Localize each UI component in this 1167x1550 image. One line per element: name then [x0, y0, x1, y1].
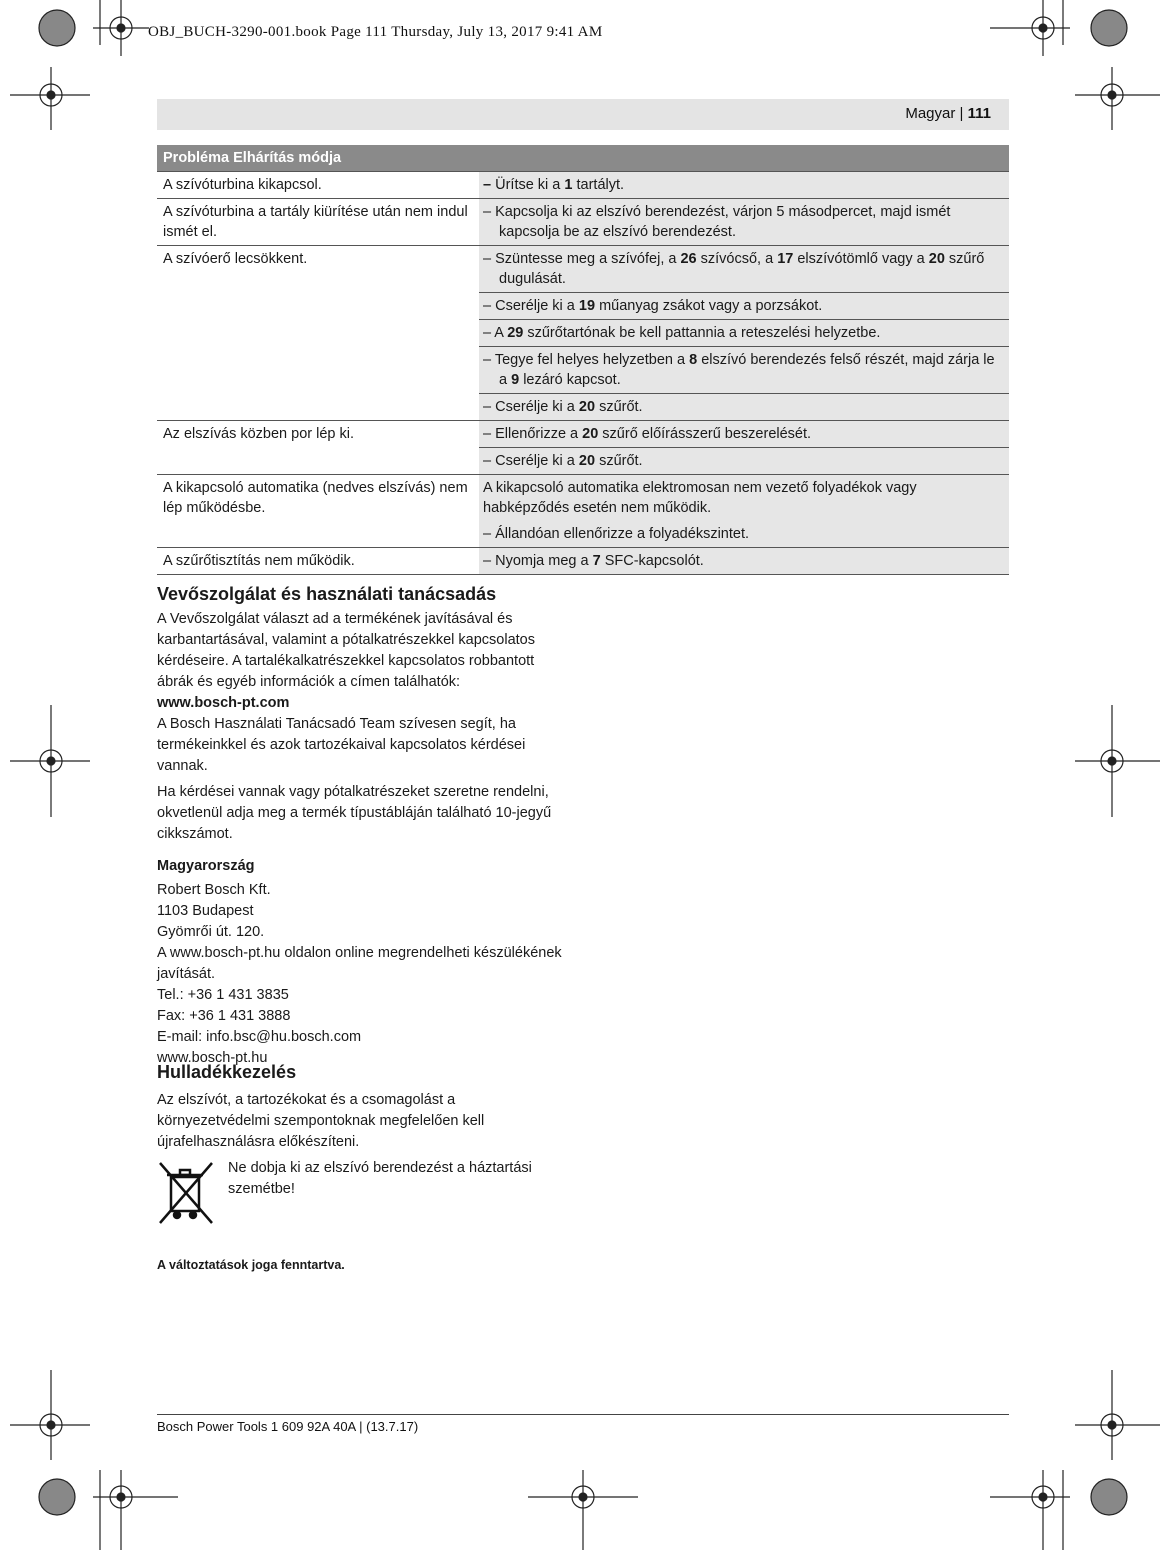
service-title: Vevőszolgálat és használati tanácsadás [157, 584, 497, 604]
header-separator: | [959, 105, 964, 122]
disposal-title: Hulladékkezelés [157, 1062, 297, 1082]
page-header [157, 99, 1009, 130]
service-paragraph: A Bosch Használati Tanácsadó Team szívesen segít, ha termékeinkkel és azok tartozékaival kapcsolatos kérdései vannak. [157, 716, 526, 774]
header-language: Magyar [905, 105, 956, 122]
disposal-paragraph: Az elszívót, a tartozékokat és a csomagolást a környezetvédelmi szempontoknak megfelelően kell újrafelhasználásra előkészíteni. [157, 1092, 485, 1150]
solution-cell: – Kapcsolja ki az elszívó berendezést, várjon 5 másodpercet, majd ismét kapcsolja be az elszívó berendezést. [479, 199, 1009, 246]
service-street: Gyömrői út. 120. [157, 924, 265, 940]
table-row [157, 172, 1009, 199]
solution-cell: – Állandóan ellenőrizze a folyadékszintet. [479, 521, 1009, 548]
service-online: A www.bosch-pt.hu oldalon online megrendelheti készülékének javítását. [157, 945, 562, 982]
service-website: www.bosch-pt.com [157, 695, 290, 711]
solution-cell: – A 29 szűrőtartónak be kell pattannia a reteszelési helyzetbe. [479, 320, 1009, 347]
solution-cell: – Cserélje ki a 19 műanyag zsákot vagy a porzsákot. [479, 293, 1009, 320]
reserved-notice: A változtatások joga fenntartva. [157, 1258, 345, 1272]
table-row [157, 199, 1009, 246]
table-row [157, 548, 1009, 575]
solution-cell: – Cserélje ki a 20 szűrőt. [479, 394, 1009, 421]
problem-cell: A szívóturbina kikapcsol. [157, 172, 479, 199]
problem-cell: A szívóerő lecsökkent. [157, 246, 479, 421]
table-row [157, 246, 1009, 293]
weee-text: Ne dobja ki az elszívó berendezést a háztartási szemétbe! [228, 1160, 532, 1197]
problem-cell: Az elszívás közben por lép ki. [157, 421, 479, 475]
service-fax: Fax: +36 1 431 3888 [157, 1008, 291, 1024]
problem-cell: A kikapcsoló automatika (nedves elszívás) nem lép működésbe. [157, 475, 479, 548]
service-city: 1103 Budapest [157, 903, 254, 919]
service-country: Magyarország [157, 858, 255, 874]
solution-cell: – Tegye fel helyes helyzetben a 8 elszívó berendezés felső részét, majd zárja le a 9 lezáró kapcsot. [479, 347, 1009, 394]
header-text [905, 105, 991, 122]
service-web: www.bosch-pt.hu [157, 1050, 268, 1066]
service-tel: Tel.: +36 1 431 3835 [157, 987, 289, 1003]
header-problem: Probléma [163, 150, 230, 166]
service-paragraph: Ha kérdései vannak vagy pótalkatrészeket szeretne rendelni, okvetlenül adja meg a termék típustábláján található 10-jegyű cikkszámot. [157, 784, 552, 842]
footer-text: Bosch Power Tools 1 609 92A 40A | (13.7.17) [157, 1419, 419, 1434]
header-solution: Elhárítás módja [233, 150, 342, 166]
crossed-bin-icon [157, 1160, 215, 1226]
footer-rule [157, 1414, 1009, 1415]
service-paragraph: A Vevőszolgálat választ ad a termékének javításával és karbantartásával, valamint a pótalkatrészekkel kapcsolatos kérdéseire. A tartalékalkatrészekkel kapcsolatos robbantott ábrák és egyéb információk a címen találhatók: [157, 611, 535, 690]
troubleshooting-table [157, 145, 1009, 575]
table-row [157, 475, 1009, 522]
solution-cell: – Ellenőrizze a 20 szűrő előírásszerű beszerelését. [479, 421, 1009, 448]
service-email: E-mail: info.bsc@hu.bosch.com [157, 1029, 362, 1045]
solution-cell: – Nyomja meg a 7 SFC-kapcsolót. [479, 548, 1009, 575]
slug-line: OBJ_BUCH-3290-001.book Page 111 Thursday, July 13, 2017 9:41 AM [148, 24, 603, 40]
problem-cell: A szívóturbina a tartály kiürítése után nem indul ismét el. [157, 199, 479, 246]
solution-cell: – Szüntesse meg a szívófej, a 26 szívócső, a 17 elszívótömlő vagy a 20 szűrő dugulását. [479, 246, 1009, 293]
problem-cell: A szűrőtisztítás nem működik. [157, 548, 479, 575]
table-header [157, 145, 1009, 172]
header-page-number: 111 [967, 105, 991, 122]
table-row [157, 421, 1009, 448]
disposal-section [157, 1060, 567, 1153]
solution-cell: – Cserélje ki a 20 szűrőt. [479, 448, 1009, 475]
solution-cell: A kikapcsoló automatika elektromosan nem vezető folyadékok vagy habképződés esetén nem működik. [479, 475, 1009, 522]
service-section [157, 582, 567, 1069]
table-header-row [157, 145, 1009, 172]
solution-cell: – Ürítse ki a 1 tartályt. [479, 172, 1009, 199]
service-company: Robert Bosch Kft. [157, 882, 271, 898]
